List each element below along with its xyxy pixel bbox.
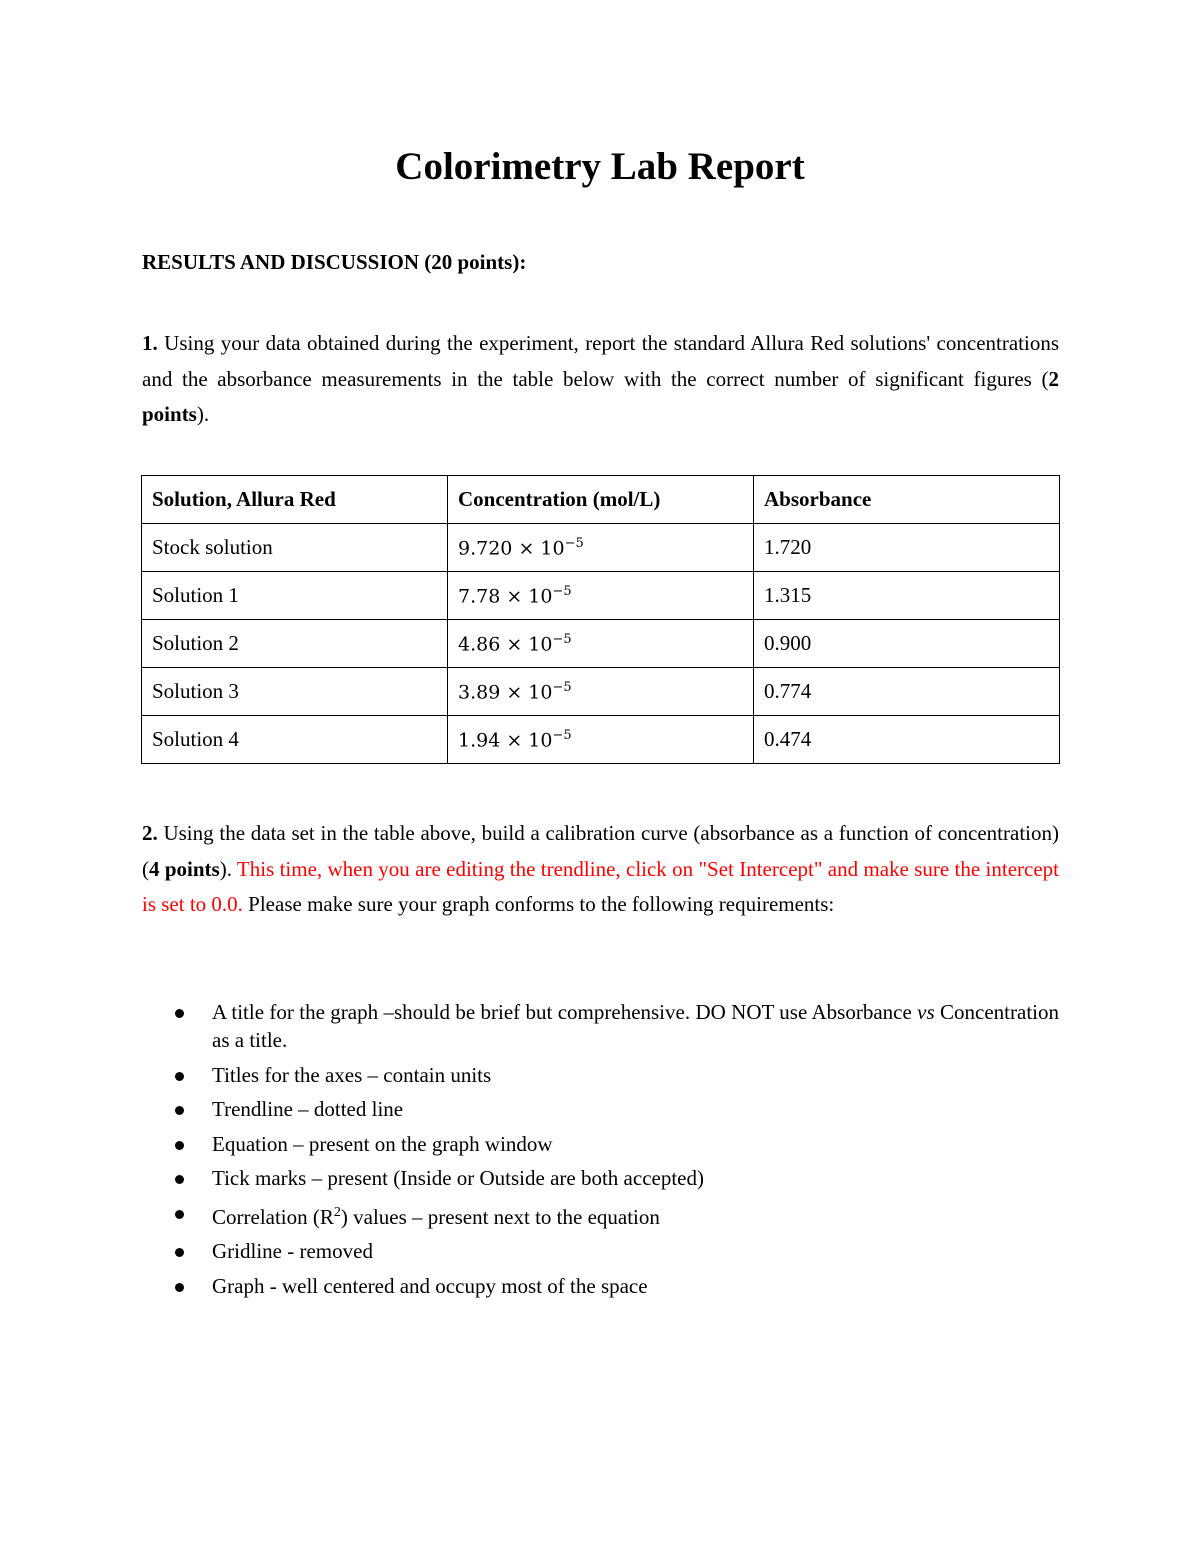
question-2-points: 4 points — [149, 856, 220, 881]
requirement-italic: vs — [917, 1000, 935, 1024]
conc-mantissa: 1.94 — [458, 729, 501, 752]
cell-concentration — [448, 572, 754, 620]
conc-times: × 10 — [500, 729, 553, 752]
list-item — [142, 1237, 1059, 1265]
conc-mantissa: 4.86 — [458, 633, 501, 656]
cell-solution: Solution 1 — [142, 572, 448, 620]
conc-times: × 10 — [500, 633, 553, 656]
conc-times: × 10 — [500, 585, 553, 608]
requirement-text: Trendline – dotted line — [212, 1097, 404, 1121]
data-table-container — [141, 475, 1059, 764]
table-row — [142, 668, 1060, 716]
table-row — [142, 716, 1060, 764]
requirement-superscript: 2 — [333, 1204, 341, 1220]
header-solution: Solution, Allura Red — [142, 476, 448, 524]
question-1-text: Using your data obtained during the experiment, report the standard Allura Red solutions' concentrations and the absorbance measurements in the table below with the correct number of significant figures ( — [142, 331, 1059, 391]
cell-absorbance: 0.474 — [754, 716, 1060, 764]
list-item — [142, 1095, 1059, 1123]
header-concentration: Concentration (mol/L) — [448, 476, 754, 524]
conc-exponent: −5 — [552, 727, 572, 743]
cell-solution: Solution 3 — [142, 668, 448, 716]
cell-absorbance: 0.900 — [754, 620, 1060, 668]
question-2 — [142, 816, 1059, 923]
question-1 — [142, 326, 1059, 433]
question-2-text: Using the data set in the table above, build a calibration curve (absorbance as a function of concentration) ( — [142, 821, 1059, 881]
cell-concentration — [448, 668, 754, 716]
bullet-icon — [175, 1248, 184, 1257]
list-item — [142, 998, 1059, 1054]
bullet-icon — [175, 1009, 184, 1018]
bullet-icon — [175, 1072, 184, 1081]
requirement-text: Tick marks – present (Inside or Outside are both accepted) — [212, 1166, 704, 1190]
table-header-row — [142, 476, 1060, 524]
table-row — [142, 572, 1060, 620]
data-table — [141, 475, 1060, 764]
bullet-icon — [175, 1175, 184, 1184]
bullet-icon — [175, 1141, 184, 1150]
question-1-number: 1. — [142, 331, 158, 355]
bullet-icon — [175, 1283, 184, 1292]
question-1-points: 2 points — [142, 366, 1059, 426]
question-1-tail: ). — [196, 402, 210, 426]
requirement-text: Equation – present on the graph window — [212, 1131, 553, 1156]
conc-mantissa: 9.720 — [458, 537, 513, 560]
requirement-text: ) values – present next to the equation — [340, 1204, 660, 1229]
cell-solution: Solution 2 — [142, 620, 448, 668]
cell-absorbance: 0.774 — [754, 668, 1060, 716]
section-heading: RESULTS AND DISCUSSION (20 points): — [142, 250, 527, 274]
question-2-tail: Please make sure your graph conforms to the following requirements: — [242, 892, 835, 916]
list-item — [142, 1061, 1059, 1089]
list-item — [142, 1272, 1059, 1300]
requirement-text: Correlation (R — [212, 1204, 334, 1229]
list-item — [142, 1199, 1059, 1231]
cell-solution: Solution 4 — [142, 716, 448, 764]
cell-concentration — [448, 620, 754, 668]
table-row — [142, 620, 1060, 668]
header-absorbance: Absorbance — [754, 476, 1060, 524]
list-item — [142, 1130, 1059, 1158]
requirement-text: A title for the graph –should be brief but comprehensive. DO NOT use Absorbance — [212, 1000, 918, 1024]
page-title: Colorimetry Lab Report — [395, 145, 805, 188]
table-row — [142, 524, 1060, 572]
requirement-text: Titles for the axes – contain units — [212, 1062, 492, 1087]
list-item — [142, 1164, 1059, 1192]
conc-exponent: −5 — [564, 535, 584, 551]
conc-mantissa: 3.89 — [458, 681, 501, 704]
requirement-text: Gridline - removed — [212, 1239, 373, 1263]
conc-exponent: −5 — [552, 631, 572, 647]
cell-concentration — [448, 716, 754, 764]
conc-mantissa: 7.78 — [458, 585, 501, 608]
question-2-after-points: ). — [219, 856, 237, 881]
cell-absorbance: 1.315 — [754, 572, 1060, 620]
cell-solution: Stock solution — [142, 524, 448, 572]
conc-exponent: −5 — [552, 679, 572, 695]
requirement-text: Graph - well centered and occupy most of the space — [212, 1273, 648, 1298]
conc-times: × 10 — [512, 537, 565, 560]
conc-times: × 10 — [500, 681, 553, 704]
cell-concentration — [448, 524, 754, 572]
requirement-text: Concentration as a title. — [212, 1000, 1060, 1052]
cell-absorbance: 1.720 — [754, 524, 1060, 572]
question-2-red-instruction: This time, when you are editing the trendline, click on "Set Intercept" and make sure the intercept is set to 0.0. — [142, 856, 1059, 916]
bullet-icon — [175, 1210, 184, 1219]
conc-exponent: −5 — [552, 583, 572, 599]
bullet-icon — [175, 1106, 184, 1115]
requirements-list — [142, 998, 1059, 1306]
question-2-number: 2. — [142, 821, 158, 845]
